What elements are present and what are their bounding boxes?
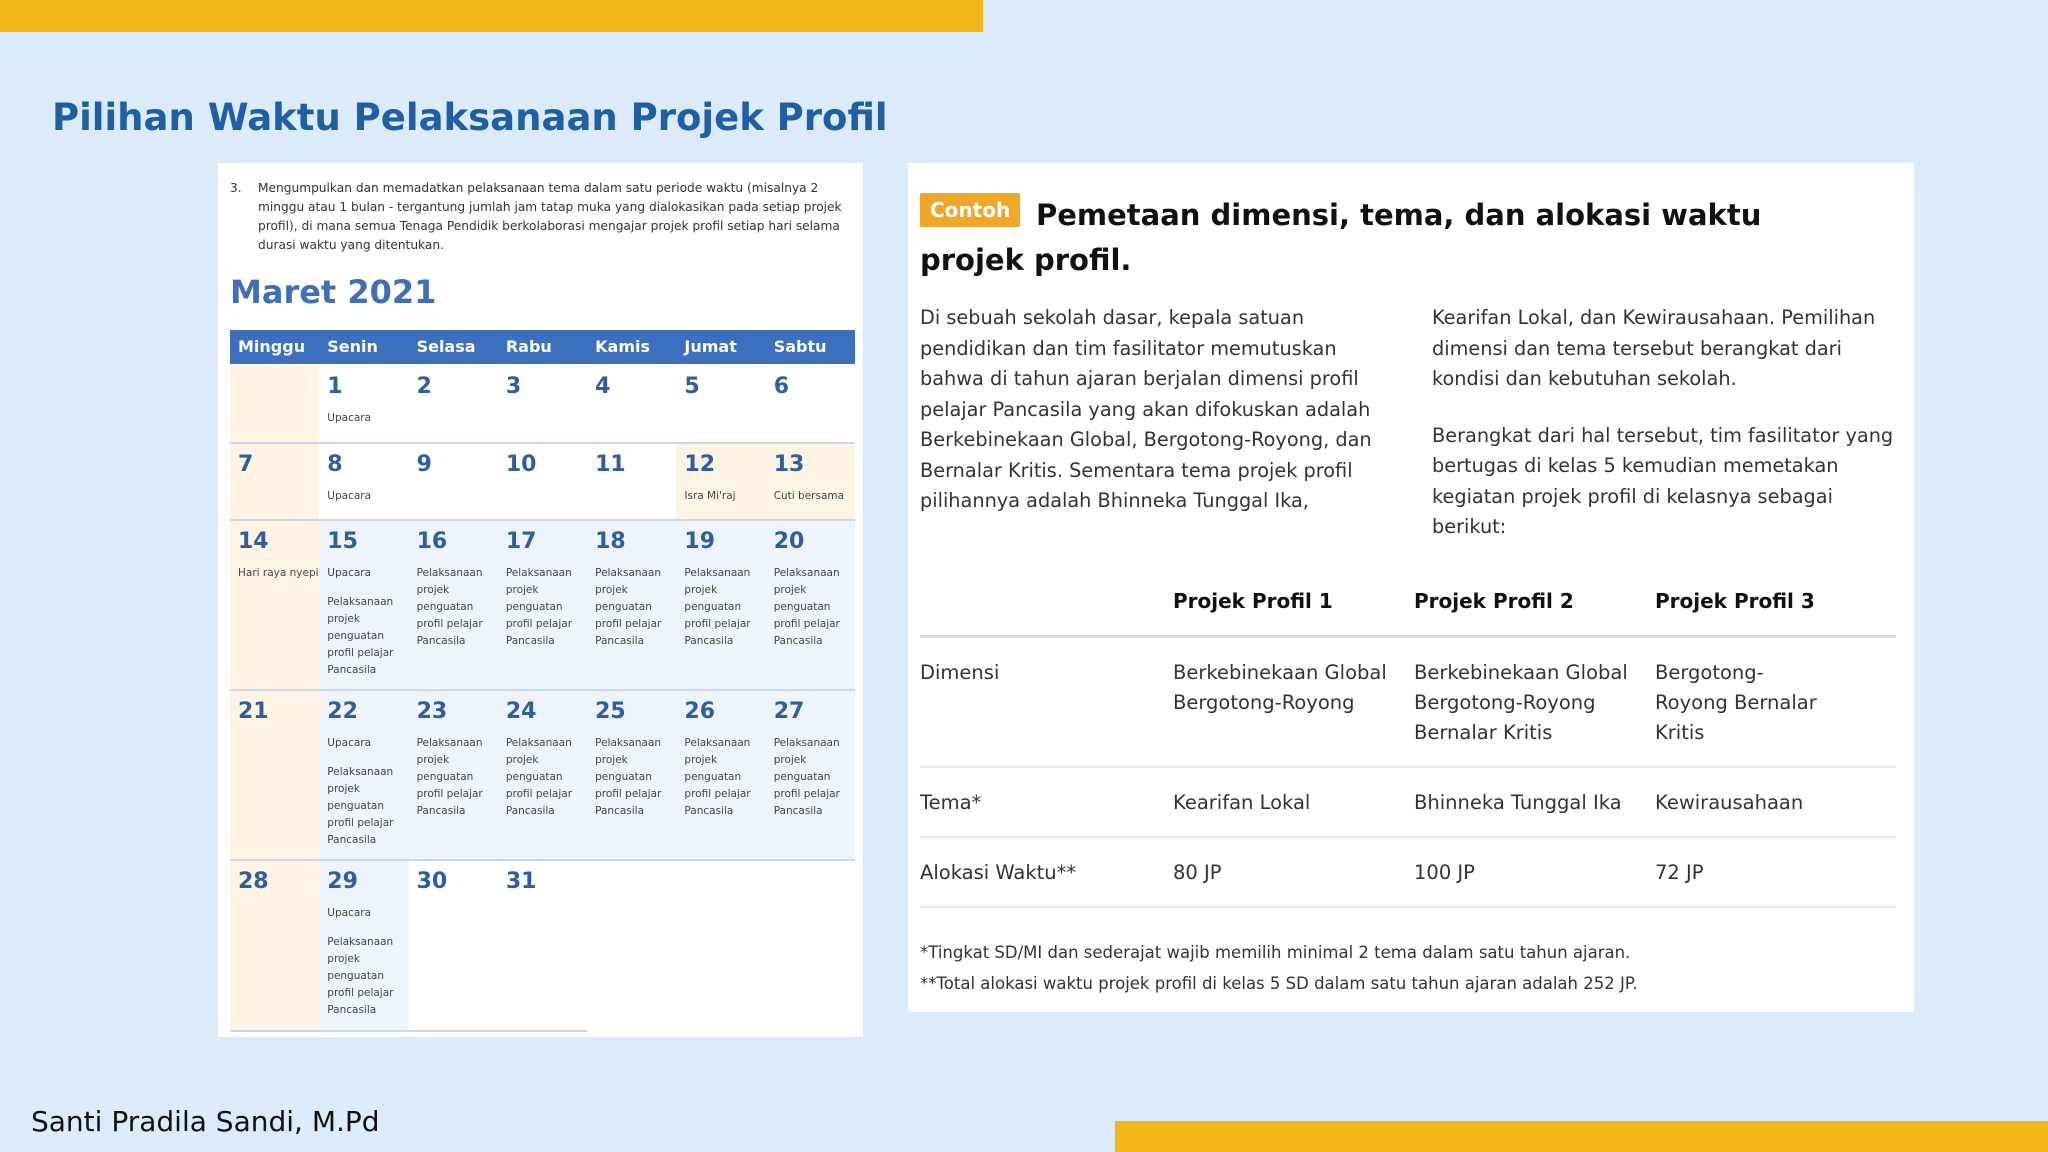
day-event: Pelaksanaan projek penguatan profil pelajar Pancasila [505,567,573,647]
note-number: 3. [230,181,242,195]
calendar-day [409,691,498,859]
calendar-day [409,861,498,1032]
day-number: 2 [416,374,432,399]
calendar-note [230,179,855,255]
calendar-day [319,691,408,859]
day-number: 17 [505,529,537,554]
example-heading: Pemetaan dimensi, tema, dan alokasi waktu projek profil. [920,198,1762,277]
day-event: Upacara [327,737,372,749]
day-event: Upacara [327,412,372,424]
table-header: Projek Profil 3 [1655,579,1896,637]
calendar-day [676,691,765,859]
example-paragraph: Berangkat dari hal tersebut, tim fasilitator yang bertugas di kelas 5 kemudian memetakan kegiatan projek profil di kelasnya sebagai berikut: [1432,423,1894,538]
table-cell: Bhinneka Tunggal Ika [1414,767,1655,837]
calendar-day [230,691,319,859]
calendar-day [587,444,676,519]
calendar-week [230,444,855,521]
day-number: 30 [416,869,448,894]
calendar-day [409,444,498,519]
calendar-day [230,366,319,442]
day-event: Upacara [327,490,372,502]
table-row [920,637,1896,768]
table-header: Projek Profil 2 [1414,579,1655,637]
day-number: 25 [595,699,626,724]
calendar-day [766,691,855,859]
day-header-tuesday: Selasa [416,337,476,356]
day-number: 15 [327,529,358,554]
day-number: 20 [773,529,805,554]
example-paragraph: Kearifan Lokal, dan Kewirausahaan. Pemilihan dimensi dan tema tersebut berangkat dari kondisi dan kebutuhan sekolah. [1432,306,1876,390]
day-event: Pelaksanaan projek penguatan profil pelajar Pancasila [327,766,394,846]
day-event: Upacara [327,907,372,919]
day-event: Pelaksanaan projek penguatan profil pelajar Pancasila [773,737,840,817]
calendar-day-empty [587,861,676,1032]
row-label: Alokasi Waktu** [920,837,1173,907]
footnote: **Total alokasi waktu projek profil di kelas 5 SD dalam satu tahun ajaran adalah 252 JP. [920,974,1638,993]
day-number: 31 [505,869,537,894]
footnote: *Tingkat SD/MI dan sederajat wajib memilih minimal 2 tema dalam satu tahun ajaran. [920,943,1631,962]
day-event: Isra Mi'raj [684,490,736,502]
day-number: 10 [505,452,537,477]
slide-title: Pilihan Waktu Pelaksanaan Projek Profil [52,96,888,139]
day-event: Pelaksanaan projek penguatan profil pelajar Pancasila [327,596,394,676]
calendar-day [409,366,498,442]
day-number: 4 [595,374,611,399]
example-badge: Contoh [920,193,1020,227]
day-number: 6 [773,374,789,399]
row-label: Dimensi [920,637,1173,768]
day-event: Upacara [327,567,372,579]
calendar-day [319,861,408,1032]
day-number: 18 [595,529,626,554]
day-number: 7 [238,452,254,477]
day-number: 21 [238,699,269,724]
day-number: 13 [773,452,805,477]
day-number: 12 [684,452,716,477]
day-header-thursday: Kamis [595,337,650,356]
table-cell: Berkebinekaan Global Bergotong-Royong [1173,637,1414,768]
table-header-row [920,579,1896,637]
day-number: 14 [238,529,269,554]
table-cell: 100 JP [1414,837,1655,907]
calendar-day-empty [766,861,855,1032]
calendar-panel [218,163,863,1037]
note-text: Mengumpulkan dan memadatkan pelaksanaan tema dalam satu periode waktu (misalnya 2 minggu atau 1 bulan - tergantung jumlah jam tatap muka yang dialokasikan pada setiap projek profil), di mana semua Tenaga Pendidik berkolaborasi mengajar projek profil setiap hari selama durasi waktu yang ditentukan. [258,181,842,252]
day-event: Pelaksanaan projek penguatan profil pelajar Pancasila [595,567,662,647]
calendar-day [587,691,676,859]
row-label: Tema* [920,767,1173,837]
calendar-day [498,861,587,1032]
day-event: Pelaksanaan projek penguatan profil pelajar Pancasila [327,936,394,1016]
calendar-day [230,521,319,689]
calendar-day [230,861,319,1032]
day-number: 26 [684,699,716,724]
day-event: Pelaksanaan projek penguatan profil pelajar Pancasila [416,737,483,817]
day-number: 5 [684,374,700,399]
day-event: Pelaksanaan projek penguatan profil pelajar Pancasila [684,737,751,817]
day-header-friday: Jumat [684,337,737,356]
example-paragraph: Di sebuah sekolah dasar, kepala satuan pendidikan dan tim fasilitator memutuskan bahwa di tahun ajaran berjalan dimensi profil pelajar Pancasila yang akan difokuskan adalah Berkebinekaan Global, Bergotong-Royong, dan Bernalar Kritis. Sementara tema projek profil pilihannya adalah Bhinneka Tunggal Ika, [920,306,1372,512]
calendar-week [230,521,855,691]
day-header-saturday: Sabtu [773,337,827,356]
table-header-empty [920,579,1173,637]
example-text-column-2 [1432,303,1902,569]
table-cell: Kearifan Lokal [1173,767,1414,837]
day-number: 28 [238,869,269,894]
bottom-accent-bar [1115,1121,2048,1152]
calendar-day [766,521,855,689]
calendar-day [319,366,408,442]
author-name: Santi Pradila Sandi, M.Pd [31,1105,380,1138]
calendar-day [409,521,498,689]
calendar-week [230,691,855,861]
day-event: Cuti bersama [773,490,845,502]
day-event: Pelaksanaan projek penguatan profil pelajar Pancasila [505,737,573,817]
day-number: 3 [505,374,522,399]
table-cell: Berkebinekaan Global Bergotong-Royong Bernalar Kritis [1414,637,1655,768]
day-number: 9 [416,452,432,477]
day-number: 24 [505,699,537,724]
day-number: 16 [416,529,448,554]
calendar-day [319,444,408,519]
table-cell: Bergotong-Royong Bernalar Kritis [1655,637,1896,768]
calendar-day [319,521,408,689]
table-cell: 80 JP [1173,837,1414,907]
calendar-grid [230,366,855,1032]
day-event: Hari raya nyepi [238,567,319,579]
calendar-day [498,691,587,859]
example-panel [908,163,1914,1012]
table-row [920,837,1896,907]
day-header-wednesday: Rabu [505,337,552,356]
day-number: 1 [327,374,343,399]
day-event: Pelaksanaan projek penguatan profil pelajar Pancasila [416,567,483,647]
calendar-week [230,366,855,444]
table-cell: Kewirausahaan [1655,767,1896,837]
calendar-day [498,521,587,689]
calendar-month: Maret 2021 [230,273,437,311]
table-header: Projek Profil 1 [1173,579,1414,637]
calendar-day [587,521,676,689]
calendar-day [676,444,765,519]
table-cell: 72 JP [1655,837,1896,907]
top-accent-bar [0,0,983,32]
calendar-day [230,444,319,519]
day-number: 8 [327,452,343,477]
day-number: 19 [684,529,716,554]
day-number: 23 [416,699,448,724]
day-event: Pelaksanaan projek penguatan profil pelajar Pancasila [773,567,840,647]
calendar-day [498,444,587,519]
example-text-column-1 [920,303,1400,517]
day-event: Pelaksanaan projek penguatan profil pelajar Pancasila [595,737,662,817]
calendar-header [230,330,855,364]
day-event: Pelaksanaan projek penguatan profil pelajar Pancasila [684,567,751,647]
day-header-sunday: Minggu [238,337,306,356]
day-number: 22 [327,699,358,724]
calendar-day [498,366,587,442]
calendar-day [587,366,676,442]
table-row [920,767,1896,837]
calendar-day [766,366,855,442]
day-header-monday: Senin [327,337,378,356]
calendar-day [676,521,765,689]
projek-profil-table [920,579,1896,908]
calendar-week [230,861,855,1032]
day-number: 29 [327,869,358,894]
day-number: 11 [595,452,626,477]
calendar-day-empty [676,861,765,1032]
calendar-day [676,366,765,442]
day-number: 27 [773,699,805,724]
calendar-day [766,444,855,519]
